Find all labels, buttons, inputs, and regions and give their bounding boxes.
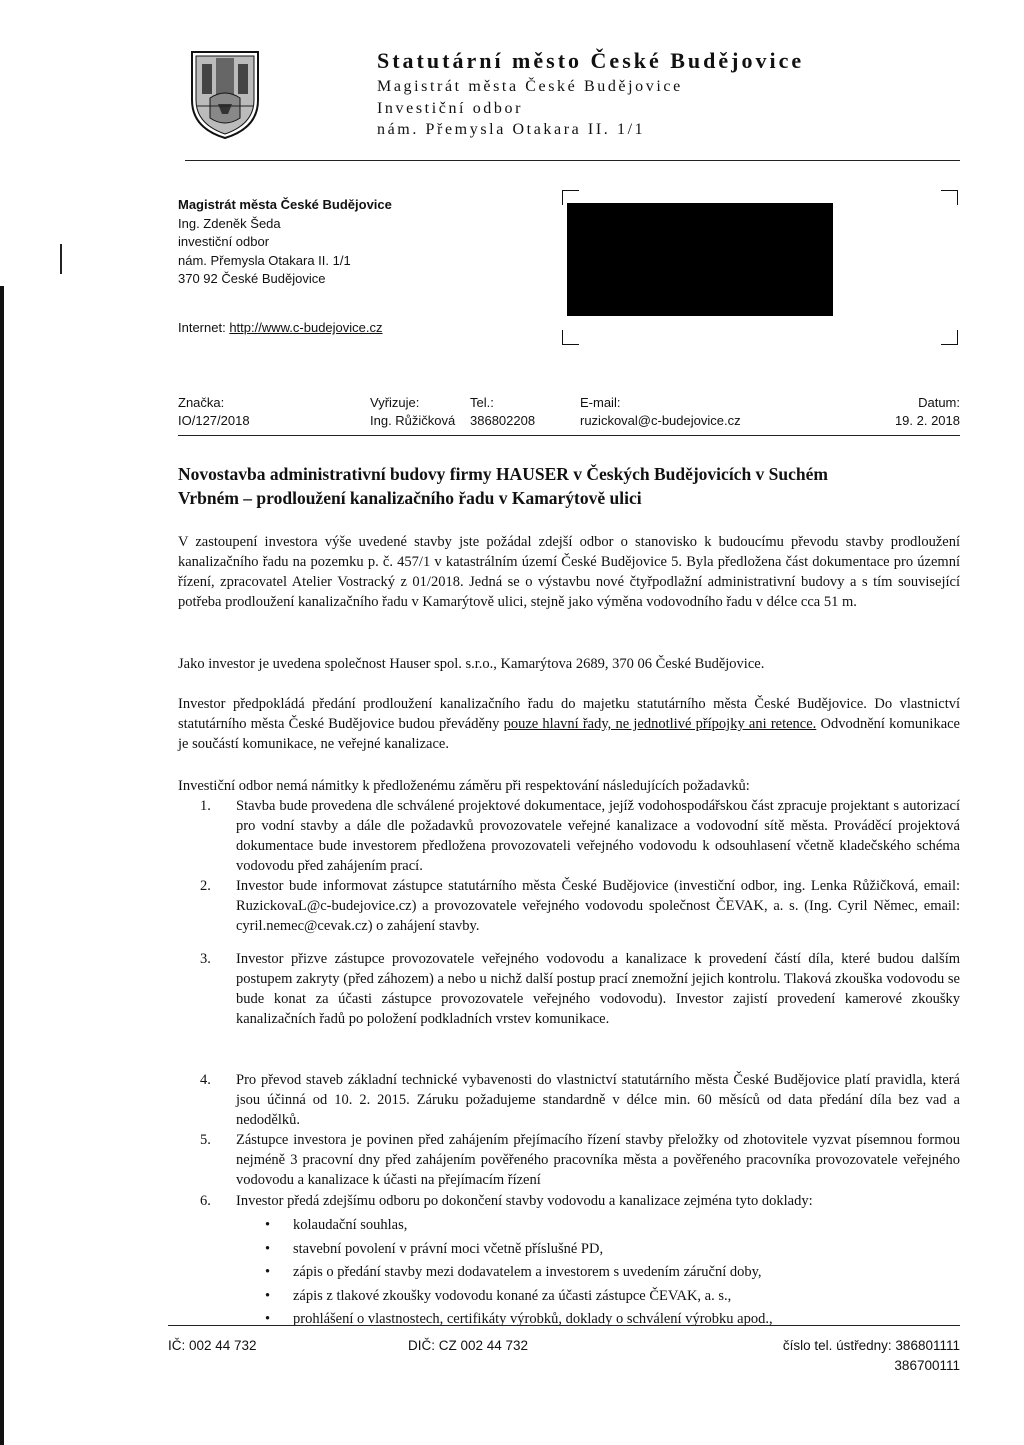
bullet-dot-icon: • bbox=[265, 1264, 271, 1280]
window-corner bbox=[562, 330, 579, 345]
subject-line: Novostavba administrativní budovy firmy HAUSER v Českých Budějovicích v Suchém bbox=[178, 464, 828, 484]
sender-line: Magistrát města České Budějovice bbox=[178, 197, 392, 212]
window-corner bbox=[941, 330, 958, 345]
footer-dic: DIČ: CZ 002 44 732 bbox=[408, 1338, 529, 1353]
footer-ico: IČ: 002 44 732 bbox=[168, 1338, 257, 1353]
department-line: Investiční odbor bbox=[377, 100, 524, 117]
requirement-text: Pro převod staveb základní technické vybavenosti do vlastnictví statutárního města České Budějovice platí pravidla, která jsou účinná od 10. 2. 2015. Záruku požadujeme standardně v délce min. 60 měsíců od data předání díla bez vad a nedodělků. bbox=[236, 1072, 960, 1128]
magistrate-line: Magistrát města České Budějovice bbox=[377, 78, 683, 95]
sender-address bbox=[178, 196, 392, 289]
requirement-text: Stavba bude provedena dle schválené projektové dokumentace, jejíž vodohospodářskou část zpracuje projektant s autorizací pro vodní stavby a dále dle požadavků provozovatele veřejné kanalizace a vodovodní sítě města. Prováděcí projektová dokumentace bude investorem předložena provozovateli veřejného vodovodu k odsouhlasení včetně kladečského schéma vodovodu před zahájením prací. bbox=[236, 798, 960, 874]
bullet-dot-icon: • bbox=[265, 1217, 271, 1233]
ref-label: Vyřizuje: bbox=[370, 395, 420, 410]
sender-line: nám. Přemysla Otakara II. 1/1 bbox=[178, 252, 351, 268]
bullet-item bbox=[265, 1261, 773, 1285]
bullet-dot-icon: • bbox=[265, 1287, 271, 1304]
bullet-item bbox=[265, 1214, 773, 1238]
requirement-number: 4. bbox=[200, 1072, 211, 1088]
ref-value: 386802208 bbox=[470, 413, 536, 428]
redacted-recipient-address bbox=[567, 203, 833, 316]
bullet-item bbox=[265, 1285, 773, 1309]
ref-label: Tel.: bbox=[470, 395, 494, 410]
footer-phone: číslo tel. ústředny: 386801111 bbox=[782, 1338, 960, 1353]
documents-bullet-list bbox=[265, 1214, 773, 1332]
requirement-number: 6. bbox=[200, 1193, 211, 1209]
bullet-item bbox=[265, 1308, 773, 1332]
paragraph-investor: Jako investor je uvedena společnost Hauser spol. s.r.o., Kamarýtova 2689, 370 06 České Budějovice. bbox=[178, 656, 765, 672]
paragraph-conditions-intro: Investiční odbor nemá námitky k předloženému záměru při respektování následujících požadavků: bbox=[178, 778, 750, 794]
paragraph-request: V zastoupení investora výše uvedené stavby jste požádal zdejší odbor o stanovisko k budoucímu převodu stavby prodloužení kanalizačního řadu na pozemku p. č. 457/1 v katastrálním území České Budějovice 5. Byla předložena část dokumentace pro územní řízení, zpracovatel Atelier Vostracký z 01/2018. Jedná se o výstavbu nové čtyřpodlažní administrativní budovy a s tím související potřeba prodloužení kanalizačního řadu v Kamarýtově ulici, stejně jako výměna vodovodního řadu v délce cca 51 m. bbox=[178, 534, 960, 610]
requirement-number: 3. bbox=[200, 951, 211, 967]
paragraph-transfer bbox=[178, 694, 960, 754]
ref-value: 19. 2. 2018 bbox=[894, 413, 960, 428]
requirement-number: 1. bbox=[200, 798, 211, 814]
ref-col-email bbox=[580, 394, 741, 430]
requirement-number: 5. bbox=[200, 1132, 211, 1148]
ref-value: Ing. Růžičková bbox=[370, 413, 456, 428]
window-corner bbox=[941, 190, 958, 205]
bullet-text: zápis o předání stavby mezi dodavatelem a investorem s uvedením záruční doby, bbox=[293, 1264, 762, 1280]
requirement-text: Investor přizve zástupce provozovatele veřejného vodovodu a kanalizace k provedení částí díla, které budou dalším postupem zakryty (před záhozem) a nebo u nichž další postup prací znemožní jejich kontrolu. Tlaková zkouška vodovodu se bude konat za účasti zástupce provozovatele veřejného vodovodu). Investor zajistí provedení kamerové zkoušky kanalizačních řadů po položení podkladních vrstev komunikace. bbox=[236, 951, 960, 1027]
requirement-item bbox=[200, 949, 960, 1070]
requirements-list bbox=[200, 796, 960, 1213]
transfer-underlined: pouze hlavní řady, ne jednotlivé přípojky ani retence. bbox=[503, 716, 817, 732]
requirement-text: Zástupce investora je povinen před zahájením přejímacího řízení stavby přeložky od zhotovitele vyzvat písemnou formou nejméně 3 pracovní dny před zahájením pověřeného pracovníka města a pověřeného pracovníka provozovatele veřejného vodovodu a kanalizace k účasti na přejímacím řízení bbox=[236, 1132, 960, 1188]
sender-line: investiční odbor bbox=[178, 234, 270, 249]
requirement-text: Investor bude informovat zástupce statutárního města České Budějovice (investiční odbor, ing. Lenka Růžičková, email: RuzickovaL@c-budejovice.cz) a provozovatele veřejného vodovodu společnost ČEVAK, a. s. (Ing. Cyril Němec, email: cyril.nemec@cevak.cz) o zahájení stavby. bbox=[236, 878, 960, 934]
letter-subject bbox=[178, 462, 968, 510]
requirement-item bbox=[200, 1070, 960, 1130]
ref-col-tel bbox=[470, 394, 535, 430]
sender-line: 370 92 České Budějovice bbox=[178, 271, 326, 286]
transfer-text: Investor předpokládá předání prodloužení kanalizačního řadu do majetku statutárního města České Budějovice. Do vlastnictví statutárního města České Budějovice budou převáděny bbox=[178, 696, 960, 732]
bullet-text: kolaudační souhlas, bbox=[293, 1217, 408, 1233]
requirement-number: 2. bbox=[200, 878, 211, 894]
requirement-item bbox=[200, 1191, 960, 1213]
bullet-dot-icon: • bbox=[265, 1240, 271, 1257]
bullet-item bbox=[265, 1238, 773, 1262]
requirement-item bbox=[200, 876, 960, 949]
address-line: nám. Přemysla Otakara II. 1/1 bbox=[377, 121, 646, 138]
ref-value: ruzickoval@c-budejovice.cz bbox=[580, 413, 741, 428]
ref-value: IO/127/2018 bbox=[178, 413, 250, 428]
bullet-text: zápis z tlakové zkoušky vodovodu konané za účasti zástupce ČEVAK, a. s., bbox=[293, 1287, 732, 1304]
bullet-text: stavební povolení v právní moci včetně příslušné PD, bbox=[293, 1240, 604, 1257]
bullet-dot-icon: • bbox=[265, 1311, 271, 1327]
city-title: Statutární město České Budějovice bbox=[377, 48, 805, 73]
ref-col-mark bbox=[178, 394, 250, 430]
ref-col-date bbox=[880, 394, 960, 430]
header-rule bbox=[185, 160, 960, 161]
internet-label: Internet: bbox=[178, 320, 226, 335]
transfer-text-end: Odvodnění komunikace je součástí komunikace, ne veřejné kanalizace. bbox=[178, 716, 960, 752]
ref-label: Značka: bbox=[178, 395, 225, 410]
footer-phone-2: 386700111 bbox=[894, 1358, 960, 1373]
sender-line: Ing. Zdeněk Šeda bbox=[178, 215, 281, 231]
city-crest-logo bbox=[188, 48, 262, 140]
bullet-text: prohlášení o vlastnostech, certifikáty výrobků, doklady o schválení výrobku apod., bbox=[293, 1311, 773, 1327]
scan-edge bbox=[0, 286, 4, 1445]
scan-mark bbox=[60, 244, 62, 274]
requirement-text: Investor předá zdejšímu odboru po dokončení stavby vodovodu a kanalizace zejména tyto doklady: bbox=[236, 1193, 813, 1209]
subject-line: Vrbném – prodloužení kanalizačního řadu v Kamarýtově ulici bbox=[178, 488, 642, 508]
internet-link[interactable]: http://www.c-budejovice.cz bbox=[229, 320, 383, 335]
footer-rule bbox=[168, 1325, 960, 1326]
ref-label: E-mail: bbox=[580, 395, 621, 410]
internet-row bbox=[178, 320, 383, 335]
reference-rule bbox=[178, 435, 960, 436]
requirement-item bbox=[200, 1130, 960, 1191]
ref-label: Datum: bbox=[918, 395, 960, 410]
ref-col-handler bbox=[370, 394, 455, 430]
requirement-item bbox=[200, 796, 960, 876]
